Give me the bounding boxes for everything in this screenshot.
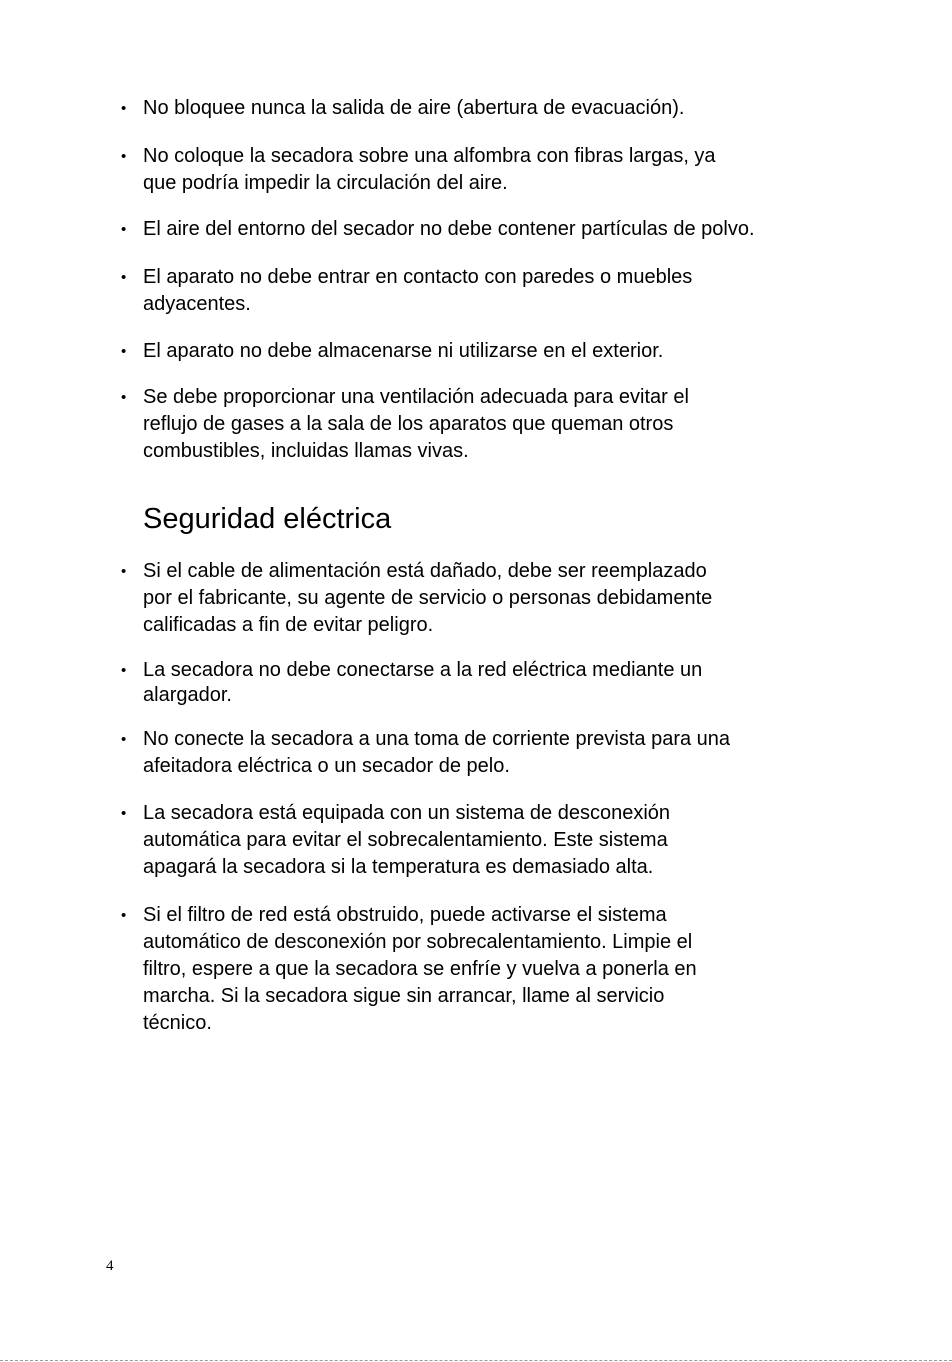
list-item-text (143, 800, 843, 881)
text-line: calificadas a fin de evitar peligro. (143, 614, 434, 636)
bullet: • (121, 389, 127, 406)
list-item-text (143, 657, 843, 707)
text-line: El aparato no debe entrar en contacto con paredes o muebles (143, 266, 693, 288)
text-line: El aire del entorno del secador no debe contener partículas de polvo. (143, 218, 755, 240)
list-item-text (143, 95, 843, 122)
list-item-text (143, 384, 843, 465)
text-line: adyacentes. (143, 293, 251, 315)
text-line: La secadora está equipada con un sistema de desconexión (143, 802, 671, 824)
list-item-text (143, 726, 843, 780)
list-item-text (143, 558, 843, 639)
text-line: por el fabricante, su agente de servicio o personas debidamente (143, 587, 713, 609)
text-line: automático de desconexión por sobrecalentamiento. Limpie el (143, 931, 693, 953)
list-item-text (143, 143, 843, 197)
text-line: Si el cable de alimentación está dañado, debe ser reemplazado (143, 560, 707, 582)
bullet: • (121, 907, 127, 924)
list-item-text (143, 264, 843, 318)
text-line: combustibles, incluidas llamas vivas. (143, 440, 469, 462)
page-bottom-divider (0, 1360, 952, 1361)
text-line: automática para evitar el sobrecalentamiento. Este sistema (143, 829, 668, 851)
bullet: • (121, 269, 127, 286)
text-line: filtro, espere a que la secadora se enfríe y vuelva a ponerla en (143, 958, 697, 980)
bullet: • (121, 563, 127, 580)
bullet: • (121, 805, 127, 822)
bullet: • (121, 731, 127, 748)
page-number: 4 (106, 1258, 114, 1274)
text-line: Si el filtro de red está obstruido, puede activarse el sistema (143, 904, 667, 926)
list-item-text (143, 902, 843, 1037)
bullet: • (121, 100, 127, 117)
text-line: El aparato no debe almacenarse ni utilizarse en el exterior. (143, 340, 664, 362)
text-line: que podría impedir la circulación del aire. (143, 172, 508, 194)
bullet: • (121, 662, 127, 679)
text-line: alargador. (143, 684, 232, 706)
text-line: No conecte la secadora a una toma de corriente prevista para una (143, 728, 731, 750)
text-line: No bloquee nunca la salida de aire (abertura de evacuación). (143, 97, 685, 119)
section-title: Seguridad eléctrica (143, 503, 392, 535)
list-item-text (143, 338, 843, 365)
text-line: marcha. Si la secadora sigue sin arrancar, llame al servicio (143, 985, 665, 1007)
list-item-text (143, 216, 843, 243)
bullet: • (121, 221, 127, 238)
text-line: La secadora no debe conectarse a la red eléctrica mediante un (143, 659, 703, 681)
text-line: afeitadora eléctrica o un secador de pelo. (143, 755, 510, 777)
text-line: apagará la secadora si la temperatura es demasiado alta. (143, 856, 654, 878)
text-line: reflujo de gases a la sala de los aparatos que queman otros (143, 413, 674, 435)
text-line: No coloque la secadora sobre una alfombra con fibras largas, ya (143, 145, 716, 167)
text-line: Se debe proporcionar una ventilación adecuada para evitar el (143, 386, 689, 408)
text-line: técnico. (143, 1012, 212, 1034)
bullet: • (121, 148, 127, 165)
bullet: • (121, 343, 127, 360)
